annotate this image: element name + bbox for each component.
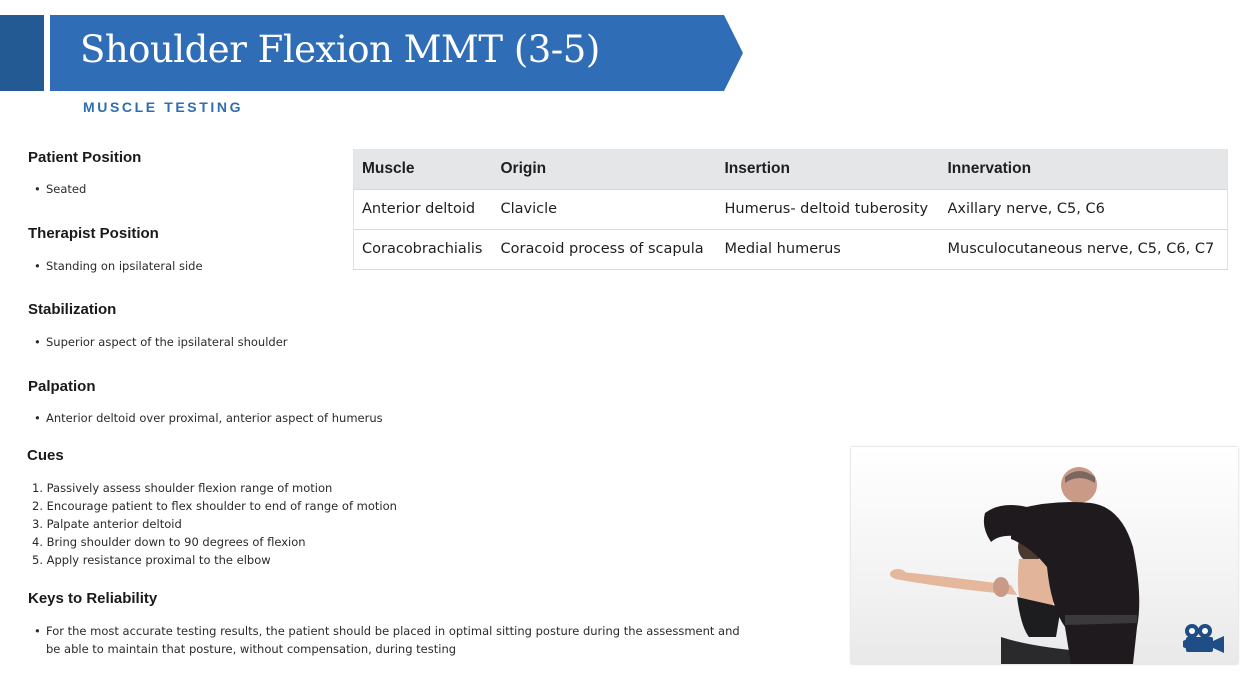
list-item: 1. Passively assess shoulder flexion range of motion: [32, 481, 333, 495]
column-header-muscle: Muscle: [354, 149, 493, 189]
keys-to-reliability-list: [34, 622, 740, 658]
stabilization-heading: Stabilization: [28, 301, 117, 318]
table-cell: Coracoid process of scapula: [493, 229, 717, 269]
stabilization-list: [34, 333, 288, 351]
keys-line-2: be able to maintain that posture, without compensation, during testing: [46, 642, 457, 656]
table-cell: Axillary nerve, C5, C6: [940, 189, 1228, 229]
cues-list: [32, 479, 397, 569]
therapist-position-heading: Therapist Position: [28, 225, 159, 242]
patient-position-list: [34, 180, 86, 198]
column-header-insertion: Insertion: [717, 149, 940, 189]
list-item: 5. Apply resistance proximal to the elbow: [32, 553, 271, 567]
table-cell: Coracobrachialis: [354, 229, 493, 269]
page-subtitle: MUSCLE TESTING: [83, 99, 244, 115]
table-header-row: [354, 149, 1228, 189]
table-row: [354, 229, 1228, 269]
list-item: • Anterior deltoid over proximal, anterior aspect of humerus: [34, 409, 383, 427]
video-thumbnail[interactable]: [851, 447, 1238, 664]
list-item: • Standing on ipsilateral side: [34, 257, 203, 275]
therapist-position-list: [34, 257, 203, 275]
video-camera-svg: [1183, 622, 1225, 654]
palpation-heading: Palpation: [28, 378, 96, 395]
list-item: 2. Encourage patient to flex shoulder to end of range of motion: [32, 499, 397, 513]
list-item: [34, 622, 740, 658]
header-side-bar: [0, 15, 44, 91]
video-camera-icon[interactable]: [1183, 622, 1225, 654]
page-title: Shoulder Flexion MMT (3-5): [80, 28, 600, 71]
column-header-innervation: Innervation: [940, 149, 1228, 189]
table-cell: Humerus- deltoid tuberosity: [717, 189, 940, 229]
table-cell: Musculocutaneous nerve, C5, C6, C7: [940, 229, 1228, 269]
cues-heading: Cues: [27, 447, 64, 464]
column-header-origin: Origin: [493, 149, 717, 189]
list-item: • Seated: [34, 180, 86, 198]
muscle-table: [353, 149, 1228, 270]
keys-line-1: For the most accurate testing results, the patient should be placed in optimal sitting posture during the assessment and: [46, 624, 740, 638]
list-item: 3. Palpate anterior deltoid: [32, 517, 182, 531]
list-item: • Superior aspect of the ipsilateral shoulder: [34, 333, 288, 351]
keys-to-reliability-heading: Keys to Reliability: [28, 590, 158, 607]
table-cell: Medial humerus: [717, 229, 940, 269]
table-row: [354, 189, 1228, 229]
palpation-list: [34, 409, 383, 427]
list-item: 4. Bring shoulder down to 90 degrees of flexion: [32, 535, 306, 549]
patient-position-heading: Patient Position: [28, 149, 142, 166]
table-cell: Anterior deltoid: [354, 189, 493, 229]
demonstration-illustration: [851, 447, 1238, 664]
table-cell: Clavicle: [493, 189, 717, 229]
